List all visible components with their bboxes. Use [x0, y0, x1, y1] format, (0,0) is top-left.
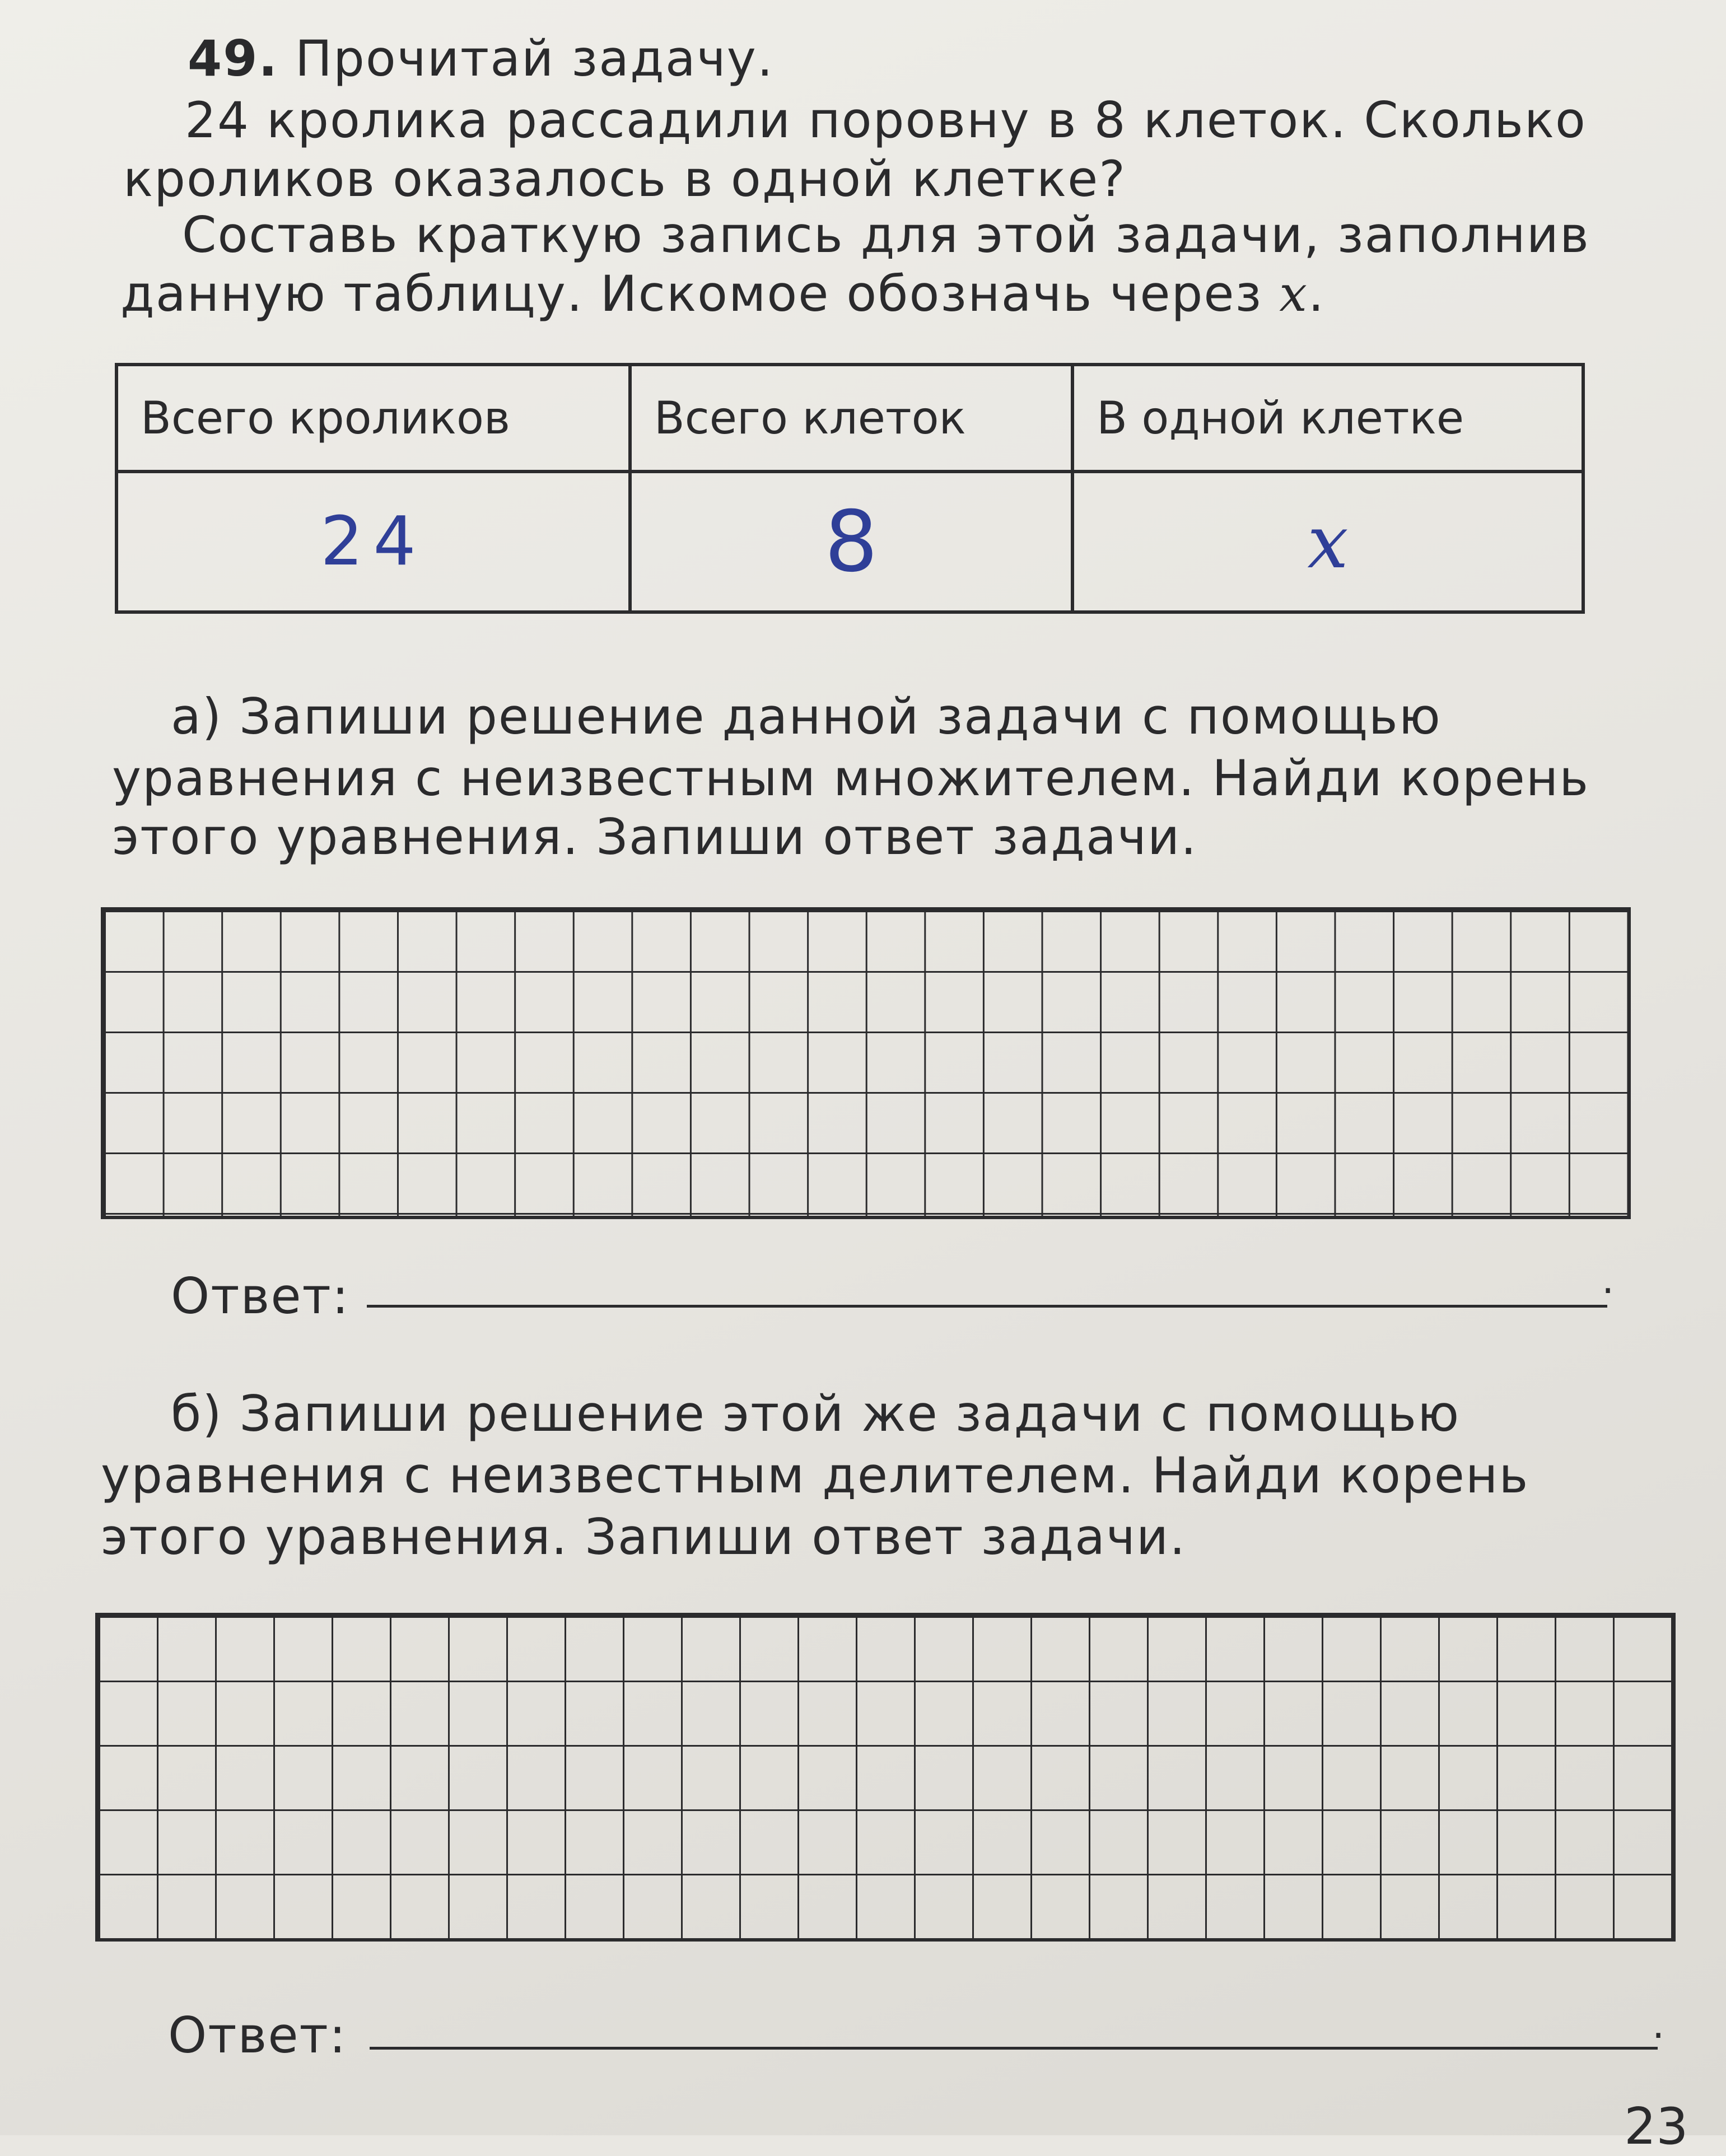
- unknown-symbol: x: [1279, 265, 1308, 323]
- answer-line-a[interactable]: [367, 1305, 1607, 1308]
- answer-period-a: .: [1602, 1257, 1616, 1303]
- instruction-line-2: [120, 263, 1325, 325]
- part-b-line-2: уравнения с неизвестным делителем. Найди корень: [101, 1446, 1529, 1504]
- part-a-line-3: этого уравнения. Запиши ответ задачи.: [112, 808, 1198, 866]
- solution-grid-b[interactable]: [95, 1613, 1676, 1942]
- cell-per-cage[interactable]: [1072, 472, 1583, 612]
- part-a-line-2: уравнения с неизвестным множителем. Найди корень: [112, 749, 1590, 807]
- part-b-line-3: этого уравнения. Запиши ответ задачи.: [101, 1508, 1187, 1566]
- handwritten-8: 8: [824, 493, 878, 591]
- task-number: 49.: [188, 30, 278, 87]
- task-heading: [188, 28, 774, 90]
- cell-total-cages[interactable]: [630, 472, 1072, 612]
- instruction-line-2-text: данную таблицу. Искомое обозначь через: [120, 265, 1263, 323]
- table-header-row: [116, 365, 1583, 472]
- page-number: 23: [1624, 2097, 1688, 2156]
- cell-total-rabbits[interactable]: [116, 472, 630, 612]
- answer-period-b: .: [1652, 2001, 1666, 2047]
- instruction-line-1: Составь краткую запись для этой задачи, заполнив: [182, 206, 1590, 264]
- table-value-row: [116, 472, 1583, 612]
- handwritten-24: 24: [320, 503, 426, 581]
- short-record-table: [115, 363, 1585, 614]
- header-total-cages: Всего клеток: [630, 365, 1072, 472]
- answer-label-b: Ответ:: [168, 2006, 347, 2064]
- answer-line-b[interactable]: [370, 2047, 1658, 2050]
- instruction-period: .: [1308, 265, 1325, 323]
- solution-grid-a[interactable]: [101, 907, 1631, 1219]
- part-b-line-1: б) Запиши решение этой же задачи с помощью: [171, 1385, 1461, 1443]
- part-a-line-1: а) Запиши решение данной задачи с помощью: [171, 688, 1442, 745]
- task-heading-text: Прочитай задачу.: [295, 30, 774, 87]
- answer-label-a: Ответ:: [171, 1267, 350, 1325]
- header-total-rabbits: Всего кроликов: [116, 365, 630, 472]
- problem-line-2: кроликов оказалось в одной клетке?: [123, 150, 1126, 208]
- handwritten-x: x: [1307, 499, 1349, 585]
- problem-line-1: 24 кролика рассадили поровну в 8 клеток. Сколько: [185, 91, 1587, 149]
- header-per-cage: В одной клетке: [1072, 365, 1583, 472]
